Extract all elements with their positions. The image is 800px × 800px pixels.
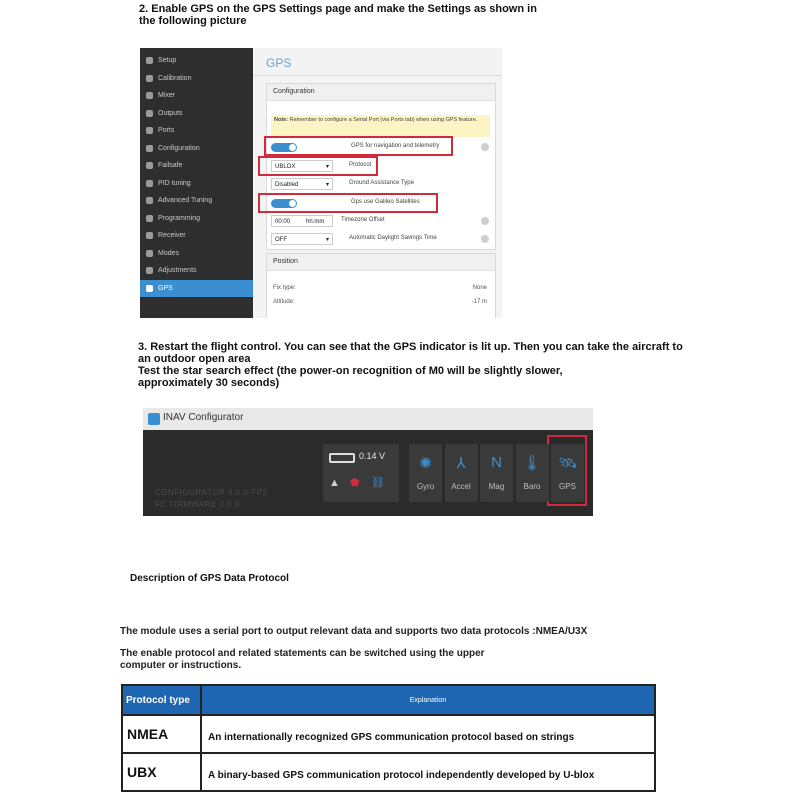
- sidebar-item-label: Programming: [158, 214, 201, 222]
- failsafe-icon: ⬟: [350, 477, 360, 489]
- accel-icon: ⅄: [456, 455, 466, 472]
- ports-icon: [146, 127, 153, 134]
- dst-select[interactable]: [271, 233, 333, 245]
- warning-icon: ▲: [329, 477, 340, 489]
- explanation-cell: A binary-based GPS communication protocol independently developed by U-blox: [201, 753, 655, 791]
- link-icon: ⛓: [371, 477, 385, 489]
- title-divider: [253, 75, 502, 76]
- protocol-type-cell: UBX: [122, 753, 201, 791]
- sidebar-item-label: Configuration: [158, 144, 200, 152]
- enable-line2: computer or instructions.: [120, 660, 242, 671]
- sidebar-item-label: Ports: [158, 127, 175, 134]
- sidebar-item-label: Mixer: [158, 92, 176, 99]
- protocol-type-cell: NMEA: [122, 715, 201, 753]
- sensor-label: GPS: [559, 482, 576, 491]
- fix-type-row: [273, 285, 487, 291]
- sidebar-item-label: Setup: [158, 57, 177, 64]
- step2-heading: [139, 3, 537, 27]
- table-header-row: [122, 685, 655, 715]
- dst-row: [271, 233, 493, 247]
- timezone-input[interactable]: [271, 215, 333, 227]
- inav-configurator-screenshot: [143, 408, 593, 516]
- sidebar-item-ports[interactable]: [140, 122, 253, 139]
- step2-line2: the following picture: [139, 15, 247, 27]
- help-icon[interactable]: [481, 143, 489, 151]
- sensor-label: Mag: [488, 482, 505, 491]
- description-title: Description of GPS Data Protocol: [130, 573, 289, 584]
- sidebar-item-programming[interactable]: [140, 210, 253, 227]
- note-text: Remember to configure a Serial Port (via Ports tab) when using GPS feature.: [289, 117, 478, 123]
- step3-line2: an outdoor open area: [138, 353, 251, 365]
- modes-icon: [146, 250, 153, 257]
- timezone-row: [271, 215, 493, 229]
- galileo-label: Gps use Galileo Satellites: [351, 199, 420, 205]
- help-icon[interactable]: [481, 235, 489, 243]
- gps-feature-label: GPS for navigation and telemetry: [351, 143, 440, 149]
- gyro-icon: ✺: [419, 455, 432, 472]
- protocol-highlight: [258, 156, 378, 176]
- step2-line1: 2. Enable GPS on the GPS Settings page and make the Settings as shown in: [139, 3, 537, 15]
- sidebar-item-label: Outputs: [158, 109, 183, 117]
- sensor-mag: [480, 444, 513, 502]
- sidebar-item-setup[interactable]: [140, 52, 253, 69]
- firmware-version: FC FIRMWARE 0.0.0: [155, 500, 240, 509]
- sidebar-item-label: Advanced Tuning: [158, 197, 213, 204]
- failsafe-icon: [146, 162, 153, 169]
- configuration-header: Configuration: [267, 84, 495, 101]
- fix-type-label: Fix type:: [273, 285, 296, 291]
- sidebar-item-label: Calibration: [158, 74, 192, 82]
- sidebar-item-label: Modes: [158, 249, 180, 257]
- sidebar-item-outputs[interactable]: [140, 105, 253, 122]
- enable-line1: The enable protocol and related statements can be switched using the upper: [120, 648, 485, 659]
- sidebar-item-receiver[interactable]: [140, 227, 253, 244]
- satellite-icon: 🛰: [557, 455, 578, 472]
- sidebar-item-advanced-tuning[interactable]: [140, 192, 253, 209]
- sidebar-item-label: Adjustments: [158, 267, 197, 274]
- adjustments-icon: [146, 267, 153, 274]
- sidebar-item-pid-tuning[interactable]: [140, 175, 253, 192]
- step3-heading: [138, 341, 698, 389]
- outputs-icon: [146, 110, 153, 117]
- title-bar: [143, 408, 593, 430]
- module-description: The module uses a serial port to output relevant data and supports two data protocols :NMEA/U3X: [120, 626, 588, 637]
- timezone-value: 00:00: [275, 219, 291, 225]
- sidebar-item-label: PID tuning: [158, 179, 191, 187]
- timezone-label: Timezone Offset: [341, 217, 385, 223]
- protocol-label: Protocol: [349, 162, 372, 168]
- header-protocol-type: Protocol type: [122, 685, 201, 715]
- chevron-down-icon: ▾: [325, 237, 329, 243]
- fix-type-value: None: [472, 285, 487, 291]
- timezone-unit: hh:mm: [306, 219, 325, 225]
- ground-assist-value: Disabled: [275, 182, 299, 188]
- sensor-baro: [516, 444, 549, 502]
- dst-label: Automatic Daylight Savings Time: [349, 235, 437, 241]
- page-title: GPS: [266, 56, 292, 70]
- configurator-version: CONFIGURATOR 6.0.0-FP2: [155, 488, 268, 497]
- step3-line4: approximately 30 seconds): [138, 377, 280, 389]
- pid-icon: [146, 180, 153, 187]
- ground-assist-row: [271, 178, 493, 192]
- sidebar-item-gps[interactable]: [140, 280, 253, 297]
- wrench-icon: [146, 57, 153, 64]
- gps-feature-highlight: [264, 136, 453, 156]
- sidebar-item-adjustments[interactable]: [140, 262, 253, 279]
- crosshair-icon: [146, 75, 153, 82]
- receiver-icon: [146, 232, 153, 239]
- sensor-label: Baro: [523, 482, 541, 491]
- sidebar-item-label: GPS: [158, 284, 173, 292]
- protocol-value: UBLOX: [275, 164, 296, 170]
- sensor-label: Accel: [451, 482, 471, 491]
- gear-icon: [146, 145, 153, 152]
- step3-line3: Test the star search effect (the power-on recognition of M0 will be slightly slower,: [138, 365, 563, 377]
- note-box: [271, 115, 490, 137]
- inav-logo-icon: [148, 413, 160, 425]
- ground-assist-label: Ground Assistance Type: [349, 180, 414, 186]
- sidebar: [140, 48, 253, 318]
- sidebar-item-mixer[interactable]: [140, 87, 253, 104]
- dst-value: OFF: [275, 237, 287, 243]
- sensor-label: Gyro: [416, 482, 435, 491]
- battery-voltage: 0.14 V: [359, 451, 386, 461]
- help-icon[interactable]: [481, 217, 489, 225]
- sidebar-item-modes[interactable]: [140, 245, 253, 262]
- step3-line1: 3. Restart the flight control. You can see that the GPS indicator is lit up. Then you can take the aircraft to: [138, 341, 683, 353]
- gps-settings-screenshot: [140, 48, 502, 318]
- sidebar-item-configuration[interactable]: [140, 140, 253, 157]
- app-title: INAV Configurator: [163, 412, 244, 423]
- position-header: Position: [267, 254, 495, 271]
- tuning-icon: [146, 197, 153, 204]
- ground-assist-select[interactable]: [271, 178, 333, 190]
- mag-icon: N: [491, 454, 502, 471]
- sensor-accel: [445, 444, 478, 502]
- header-explanation: Explanation: [201, 685, 655, 715]
- sensor-gyro: [409, 444, 442, 502]
- sensor-gps: [551, 444, 584, 502]
- satellite-icon: [146, 285, 153, 292]
- position-panel: [266, 253, 496, 318]
- altitude-label: Altitude:: [273, 299, 295, 305]
- sidebar-item-calibration[interactable]: [140, 70, 253, 87]
- sidebar-item-failsafe[interactable]: [140, 157, 253, 174]
- sidebar-item-label: Failsafe: [158, 162, 183, 169]
- galileo-highlight: [258, 193, 438, 213]
- table-row: [122, 753, 655, 791]
- table-row: [122, 715, 655, 753]
- mixer-icon: [146, 92, 153, 99]
- altitude-row: [273, 299, 487, 305]
- chevron-down-icon: ▾: [325, 164, 329, 170]
- chevron-down-icon: ▾: [325, 182, 329, 188]
- altitude-value: -17 m: [471, 299, 487, 305]
- programming-icon: [146, 215, 153, 222]
- explanation-cell: An internationally recognized GPS communication protocol based on strings: [201, 715, 655, 753]
- enable-description: [120, 648, 540, 672]
- note-label: Note:: [274, 117, 289, 123]
- battery-icon: [329, 453, 355, 463]
- protocol-table: [121, 684, 656, 792]
- battery-panel: [323, 444, 399, 502]
- sidebar-item-label: Receiver: [158, 232, 186, 239]
- baro-icon: 🌡: [522, 455, 542, 472]
